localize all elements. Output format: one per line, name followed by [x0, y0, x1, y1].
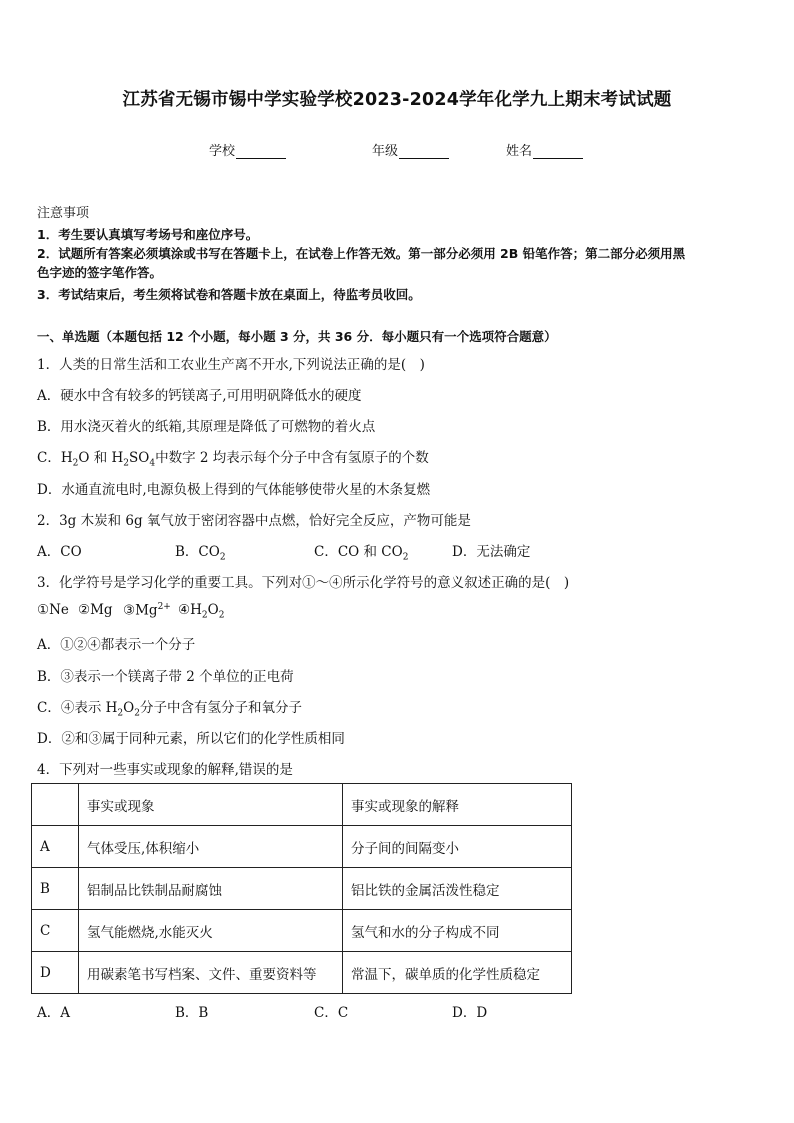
table-cell: 分子间的间隔变小: [343, 826, 572, 868]
q1-option-c: C．$H_2O$ 和 $H_2SO_4$中数字 2 均表示每个分子中含有氢原子的个数: [37, 450, 429, 469]
table-cell: D: [32, 952, 79, 994]
table-cell: B: [32, 868, 79, 910]
note-item-2: 2．试题所有答案必须填涂或书写在答题卡上，在试卷上作答无效。第一部分必须用 2B 铅笔作答；第二部分必须用黑: [37, 246, 686, 261]
table-cell: A: [32, 826, 79, 868]
note-item-2-cont: 色字迹的签字笔作答。: [37, 265, 163, 280]
table-header-cell: 事实或现象: [79, 784, 343, 826]
table-cell: 氢气和水的分子构成不同: [343, 910, 572, 952]
q4-options: [37, 1001, 737, 1021]
name-blank[interactable]: [533, 144, 583, 159]
student-info-row: [0, 140, 794, 160]
table-row: [32, 868, 572, 910]
table-header-cell: [32, 784, 79, 826]
table-row: [32, 910, 572, 952]
section-heading: 一、单选题（本题包括 12 个小题，每小题 3 分，共 36 分．每小题只有一个选项符合题意）: [37, 329, 557, 344]
grade-blank[interactable]: [399, 144, 449, 159]
q4-option-b: B．B: [175, 1005, 209, 1021]
q3-symbol-1: ①Ne: [37, 602, 69, 618]
table-cell: 气体受压,体积缩小: [79, 826, 343, 868]
name-field[interactable]: [506, 140, 583, 159]
q2-stem: 2．3g 木炭和 6g 氧气放于密闭容器中点燃，恰好完全反应，产物可能是: [37, 513, 471, 529]
q2-option-d: D．无法确定: [452, 544, 531, 560]
table-cell: 铝制品比铁制品耐腐蚀: [79, 868, 343, 910]
table-row: [32, 826, 572, 868]
q3-option-b: B．③表示一个镁离子带 2 个单位的正电荷: [37, 669, 294, 685]
note-item-1: 1．考生要认真填写考场号和座位序号。: [37, 227, 259, 242]
q3-option-a: A．①②④都表示一个分子: [37, 637, 196, 653]
q4-stem: 4．下列对一些事实或现象的解释,错误的是: [37, 762, 293, 778]
q2-option-b: B．$CO_2$: [175, 544, 226, 563]
q3-symbol-2: ②Mg: [78, 602, 113, 618]
notes-title: 注意事项: [37, 206, 90, 221]
grade-label: 年级: [372, 144, 399, 159]
school-label: 学校: [209, 144, 236, 159]
q2-options: [37, 540, 737, 563]
table-cell: 常温下，碳单质的化学性质稳定: [343, 952, 572, 994]
table-cell: 用碳素笔书写档案、文件、重要资料等: [79, 952, 343, 994]
q1-option-d: D．水通直流电时,电源负极上得到的气体能够使带火星的木条复燃: [37, 482, 431, 498]
table-cell: 铝比铁的金属活泼性稳定: [343, 868, 572, 910]
q3-stem: 3．化学符号是学习化学的重要工具。下列对①～④所示化学符号的意义叙述正确的是( ): [37, 575, 570, 591]
school-blank[interactable]: [236, 144, 286, 159]
grade-field[interactable]: [372, 140, 449, 159]
table-header-cell: 事实或现象的解释: [343, 784, 572, 826]
q1-option-b: B．用水浇灭着火的纸箱,其原理是降低了可燃物的着火点: [37, 419, 376, 435]
q4-option-a: A．A: [37, 1005, 70, 1021]
table-row: [32, 952, 572, 994]
note-item-3: 3．考试结束后，考生须将试卷和答题卡放在桌面上，待监考员收回。: [37, 287, 421, 302]
exam-title: 江苏省无锡市锡中学实验学校2023-2024学年化学九上期末考试试题: [122, 90, 672, 110]
name-label: 姓名: [506, 144, 533, 159]
q3-symbol-3: $③Mg^{2+}$: [123, 602, 171, 619]
q3-option-d: D．②和③属于同种元素，所以它们的化学性质相同: [37, 731, 345, 747]
q4-option-c: C．C: [314, 1005, 349, 1021]
q2-option-a: A．CO: [37, 544, 82, 560]
q4-option-d: D．D: [452, 1005, 488, 1021]
table-header-row: [32, 784, 572, 826]
q1-stem: 1．人类的日常生活和工农业生产离不开水,下列说法正确的是( ): [37, 357, 425, 373]
table-cell: C: [32, 910, 79, 952]
school-field[interactable]: [209, 140, 286, 159]
q3-symbol-4: $④H_2O_2$: [178, 602, 225, 621]
q2-option-c: C．CO 和 $CO_2$: [314, 544, 409, 563]
facts-table: [31, 783, 572, 994]
q3-symbols: [37, 602, 737, 622]
table-cell: 氢气能燃烧,水能灭火: [79, 910, 343, 952]
q1-option-a: A．硬水中含有较多的钙镁离子,可用明矾降低水的硬度: [37, 388, 362, 404]
q3-option-c: C．④表示 $H_2O_2$分子中含有氢分子和氧分子: [37, 700, 302, 719]
